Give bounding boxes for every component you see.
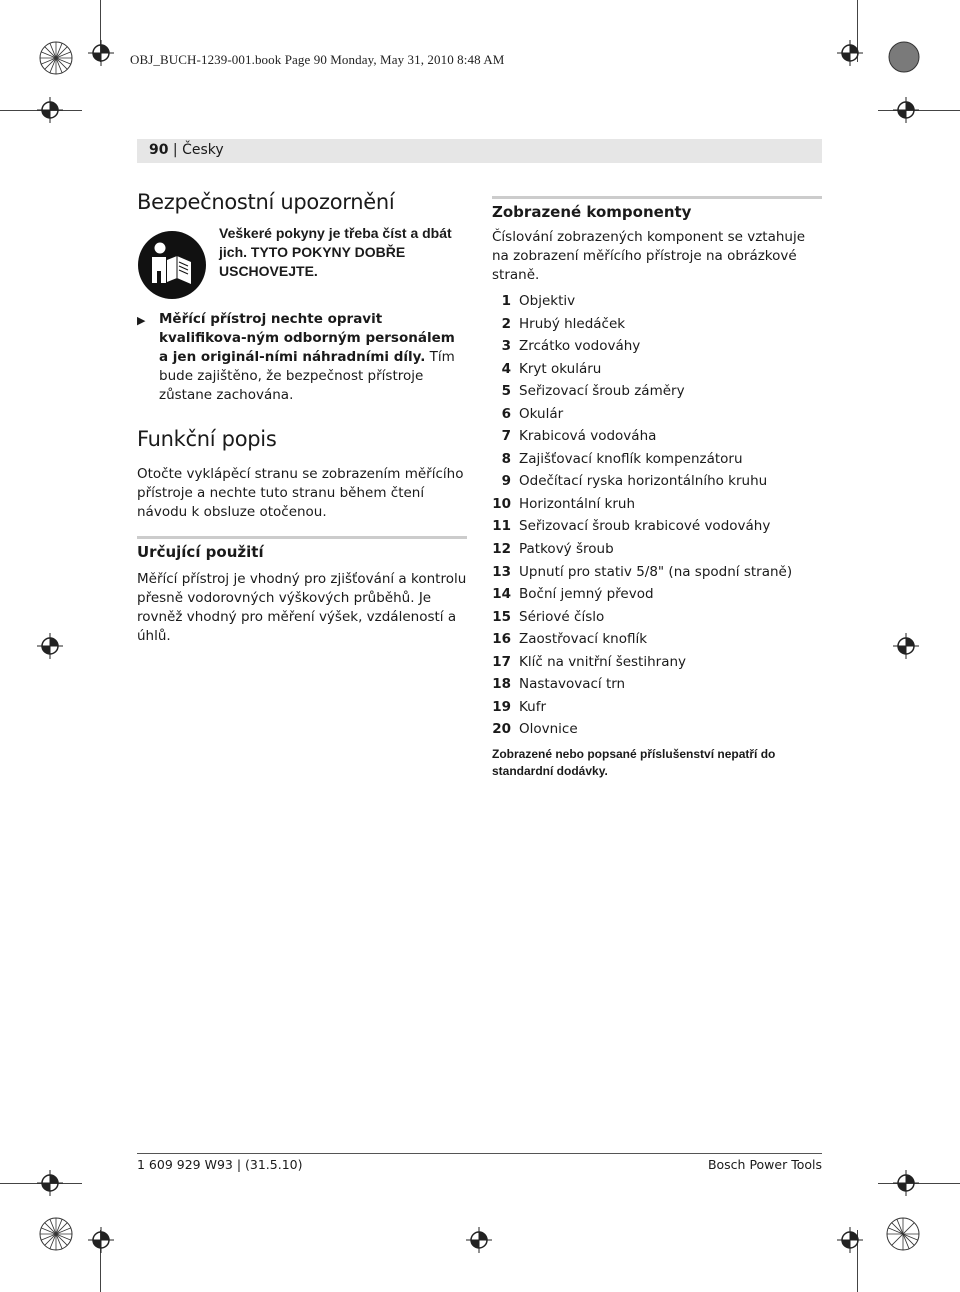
component-number: 12 <box>492 541 511 558</box>
component-label: Nastavovací trn <box>519 676 626 693</box>
list-item <box>492 561 822 584</box>
crosshair-registration-icon <box>37 97 63 123</box>
component-number: 6 <box>501 405 511 422</box>
component-label: Odečítací ryska horizontálního kruhu <box>519 473 768 490</box>
safety-instruction-text: Veškeré pokyny je třeba číst a dbát jich. TYTO POKYNY DOBŘE USCHOVEJTE. <box>219 225 452 279</box>
crosshair-registration-icon <box>88 1227 114 1253</box>
crosshair-registration-icon <box>837 40 863 66</box>
component-label: Hrubý hledáček <box>519 315 626 332</box>
print-header: OBJ_BUCH-1239-001.book Page 90 Monday, May 31, 2010 8:48 AM <box>130 52 505 67</box>
list-item <box>492 538 822 561</box>
list-item <box>492 403 822 426</box>
component-number: 18 <box>492 676 511 693</box>
component-label: Zrcátko vodováhy <box>519 338 641 355</box>
component-number: 3 <box>501 338 511 355</box>
components-title: Zobrazené komponenty <box>492 203 692 221</box>
crop-mark-line <box>878 1183 960 1184</box>
component-label: Krabicová vodováha <box>519 428 657 445</box>
component-number: 19 <box>492 698 511 715</box>
component-label: Upnutí pro stativ 5/8" (na spodní straně) <box>519 563 793 580</box>
page-number: 90 <box>149 142 169 158</box>
list-item <box>492 718 822 741</box>
component-label: Objektiv <box>519 293 576 309</box>
component-number: 11 <box>492 518 511 535</box>
crosshair-registration-icon <box>37 1170 63 1196</box>
list-item <box>492 628 822 651</box>
component-label: Kryt okuláru <box>519 360 602 377</box>
list-item <box>492 651 822 674</box>
component-number: 13 <box>492 563 511 580</box>
section-divider <box>492 196 822 199</box>
components-intro: Číslování zobrazených komponent se vztahuje na zobrazení měřícího přístroje na obrázkové straně. <box>492 229 806 283</box>
footer-brand: Bosch Power Tools <box>707 1157 822 1172</box>
page-header-text: 90 | Česky <box>149 142 224 158</box>
accessory-note: Zobrazené nebo popsané příslušenství nepatří do standardní dodávky. <box>492 747 776 778</box>
component-number: 8 <box>501 450 511 467</box>
component-number: 9 <box>501 473 511 490</box>
component-label: Horizontální kruh <box>519 495 636 512</box>
list-item <box>492 470 822 493</box>
component-label: Zaostřovací knoflík <box>519 631 648 648</box>
component-label: Seřizovací šroub krabicové vodováhy <box>519 518 771 535</box>
list-item <box>492 448 822 471</box>
gray-registration-disc-icon <box>887 40 921 74</box>
component-label: Zajišťovací knoflík kompenzátoru <box>519 450 743 467</box>
component-label: Okulár <box>519 405 564 422</box>
crosshair-registration-icon <box>88 40 114 66</box>
list-item <box>492 358 822 381</box>
intended-use-text: Měřící přístroj je vhodný pro zjišťování a kontrolu přesně vodorovných výškových průběhů. Je rovněž vhodný pro měření výšek, vzdáleností a úhlů. <box>137 571 467 644</box>
component-number: 7 <box>501 428 511 445</box>
bullet-normal-text: Tím bude zajištěno, že bezpečnost přístroje zůstane zachována. <box>159 349 455 403</box>
component-number: 4 <box>501 360 511 377</box>
component-number: 17 <box>492 653 511 670</box>
component-label: Seřizovací šroub záměry <box>519 383 685 400</box>
intended-use-title: Určující použití <box>137 543 264 561</box>
functional-description-title: Funkční popis <box>137 427 277 451</box>
component-number: 1 <box>501 293 511 309</box>
component-label: Olovnice <box>519 721 578 738</box>
bullet-text <box>159 310 467 405</box>
list-item <box>492 673 822 696</box>
bullet-bold-text: Měřící přístroj nechte opravit kvalifikova-ným odborným personálem a jen originál-ními náhradními díly. <box>159 311 455 365</box>
component-number: 10 <box>492 495 511 512</box>
page-language: Česky <box>182 142 224 158</box>
list-item <box>492 606 822 629</box>
list-item <box>492 425 822 448</box>
list-item <box>492 313 822 336</box>
crosshair-registration-icon <box>893 97 919 123</box>
component-number: 5 <box>501 383 511 400</box>
list-item <box>492 515 822 538</box>
section-divider <box>137 536 467 539</box>
component-label: Sériové číslo <box>519 608 605 625</box>
footer-divider <box>137 1153 822 1154</box>
component-label: Klíč na vnitřní šestihrany <box>519 653 687 670</box>
component-number: 14 <box>492 586 511 603</box>
list-item <box>492 696 822 719</box>
crop-mark-line <box>878 110 960 111</box>
read-manual-icon <box>137 230 207 300</box>
crosshair-registration-icon <box>837 1227 863 1253</box>
functional-description-text: Otočte vyklápěcí stranu se zobrazením měřícího přístroje a nechte tuto stranu během čtení návodu k obsluze otočenou. <box>137 466 464 520</box>
components-list <box>492 290 822 741</box>
component-number: 20 <box>492 721 511 738</box>
list-item <box>492 493 822 516</box>
starburst-registration-icon <box>38 40 74 76</box>
footer-document-id: 1 609 929 W93 | (31.5.10) <box>137 1157 303 1172</box>
list-item <box>492 583 822 606</box>
component-number: 16 <box>492 631 511 648</box>
component-label: Kufr <box>519 698 547 715</box>
starburst-registration-icon <box>885 1216 921 1252</box>
list-item <box>492 335 822 358</box>
bullet-triangle-icon: ▶ <box>137 314 146 327</box>
page-header-bar <box>137 139 822 163</box>
component-label: Boční jemný převod <box>519 586 654 603</box>
list-item <box>492 290 822 313</box>
component-number: 2 <box>501 315 511 332</box>
starburst-registration-icon <box>38 1216 74 1252</box>
crosshair-registration-icon <box>37 633 63 659</box>
component-label: Patkový šroub <box>519 541 614 558</box>
crosshair-registration-icon <box>893 633 919 659</box>
crosshair-registration-icon <box>466 1227 492 1253</box>
crosshair-registration-icon <box>893 1170 919 1196</box>
safety-title: Bezpečnostní upozornění <box>137 190 395 214</box>
list-item <box>492 380 822 403</box>
component-number: 15 <box>492 608 511 625</box>
